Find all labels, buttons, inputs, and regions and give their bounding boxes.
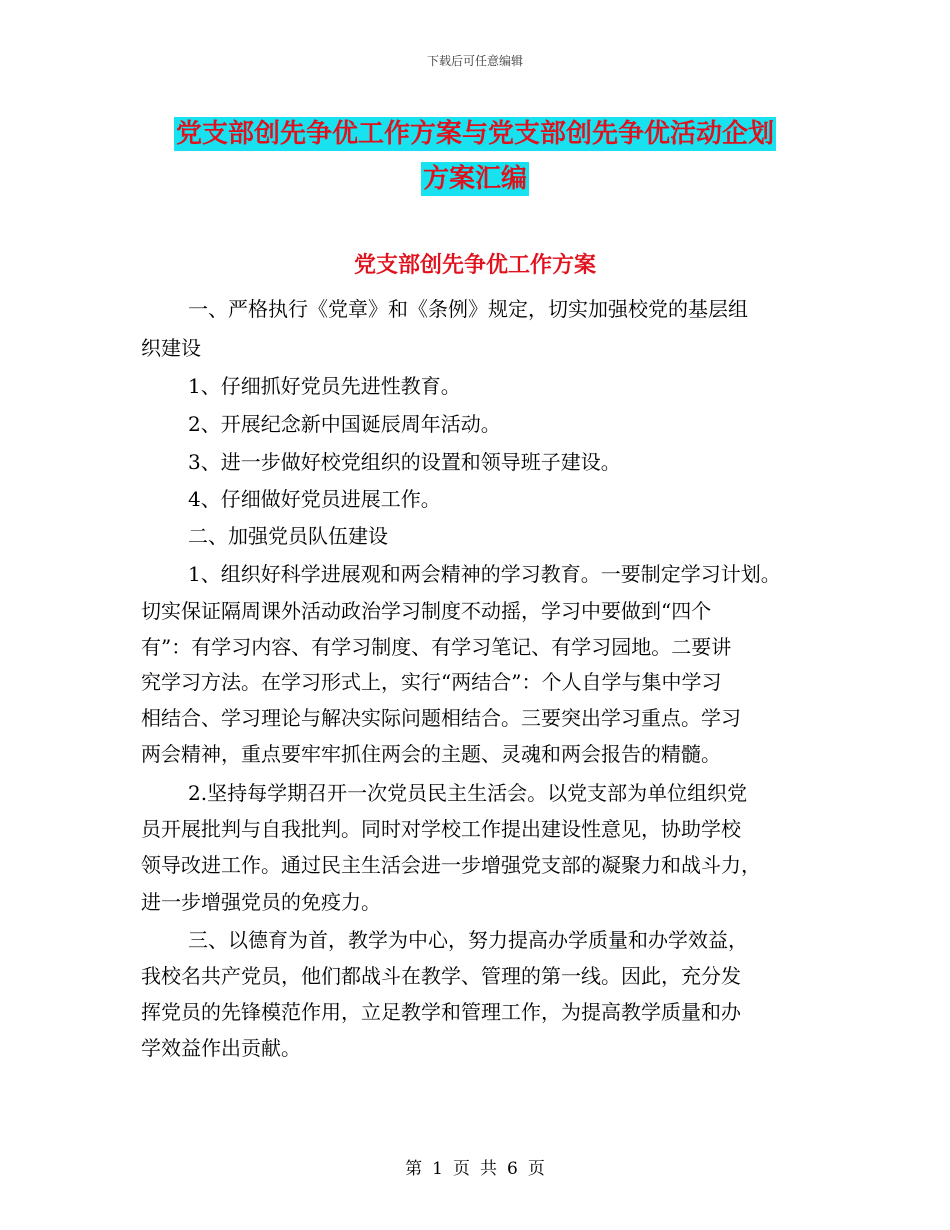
document-title-line-1: [0, 113, 950, 150]
body-line: 一、严格执行《党章》和《条例》规定，切实加强校党的基层组: [188, 297, 748, 321]
body-line: 领导改进工作。通过民主生活会进一步增强党支部的凝聚力和战斗力，: [141, 853, 761, 877]
document-title-text-1: 党支部创先争优工作方案与党支部创先争优活动企划: [175, 119, 774, 149]
body-line: 切实保证隔周课外活动政治学习制度不动摇，学习中要做到“四个: [141, 599, 712, 623]
footer-prefix: 第: [405, 1159, 423, 1179]
body-line: 2、开展纪念新中国诞辰周年活动。: [188, 412, 501, 436]
body-line: 相结合、学习理论与解决实际问题相结合。三要突出学习重点。学习: [141, 706, 741, 730]
body-line: 挥党员的先锋模范作用，立足教学和管理工作，为提高教学质量和办: [141, 1000, 741, 1024]
document-title-text-2: 方案汇编: [422, 164, 527, 194]
page-number: 1: [432, 1159, 443, 1179]
body-line: 3、进一步做好校党组织的设置和领导班子建设。: [188, 450, 621, 474]
body-line: 织建设: [141, 336, 201, 360]
body-line: 有”：有学习内容、有学习制度、有学习笔记、有学习园地。二要讲: [141, 635, 732, 659]
body-line: 两会精神，重点要牢牢抓住两会的主题、灵魂和两会报告的精髓。: [141, 742, 721, 766]
footer-total-prefix: 共: [480, 1159, 497, 1179]
body-line: 1、仔细抓好党员先进性教育。: [188, 374, 461, 398]
page-header: 下载后可任意编辑: [426, 54, 523, 68]
body-line: 进一步增强党员的免疫力。: [141, 890, 381, 914]
body-line: 2.坚持每学期召开一次党员民主生活会。以党支部为单位组织党: [188, 781, 748, 805]
body-line: 1、组织好科学进展观和两会精神的学习教育。一要制定学习计划。: [188, 562, 781, 586]
body-line: 三、以德育为首，教学为中心，努力提高办学质量和办学效益，: [188, 928, 748, 952]
section-title: 党支部创先争优工作方案: [353, 253, 596, 278]
body-line: 员开展批判与自我批判。同时对学校工作提出建设性意见，协助学校: [141, 817, 741, 841]
footer-total-unit: 页: [527, 1159, 545, 1179]
body-line: 4、仔细做好党员进展工作。: [188, 487, 441, 511]
footer-page-unit: 页: [453, 1159, 470, 1179]
body-line: 学效益作出贡献。: [141, 1036, 301, 1060]
page-footer: [0, 1154, 950, 1179]
body-line: 究学习方法。在学习形式上，实行“两结合”：个人自学与集中学习: [141, 670, 722, 694]
document-title-line-2: [0, 158, 950, 195]
page-total: 6: [507, 1159, 518, 1179]
body-line: 我校名共产党员，他们都战斗在教学、管理的第一线。因此，充分发: [141, 964, 741, 988]
body-line: 二、加强党员队伍建设: [188, 524, 388, 548]
